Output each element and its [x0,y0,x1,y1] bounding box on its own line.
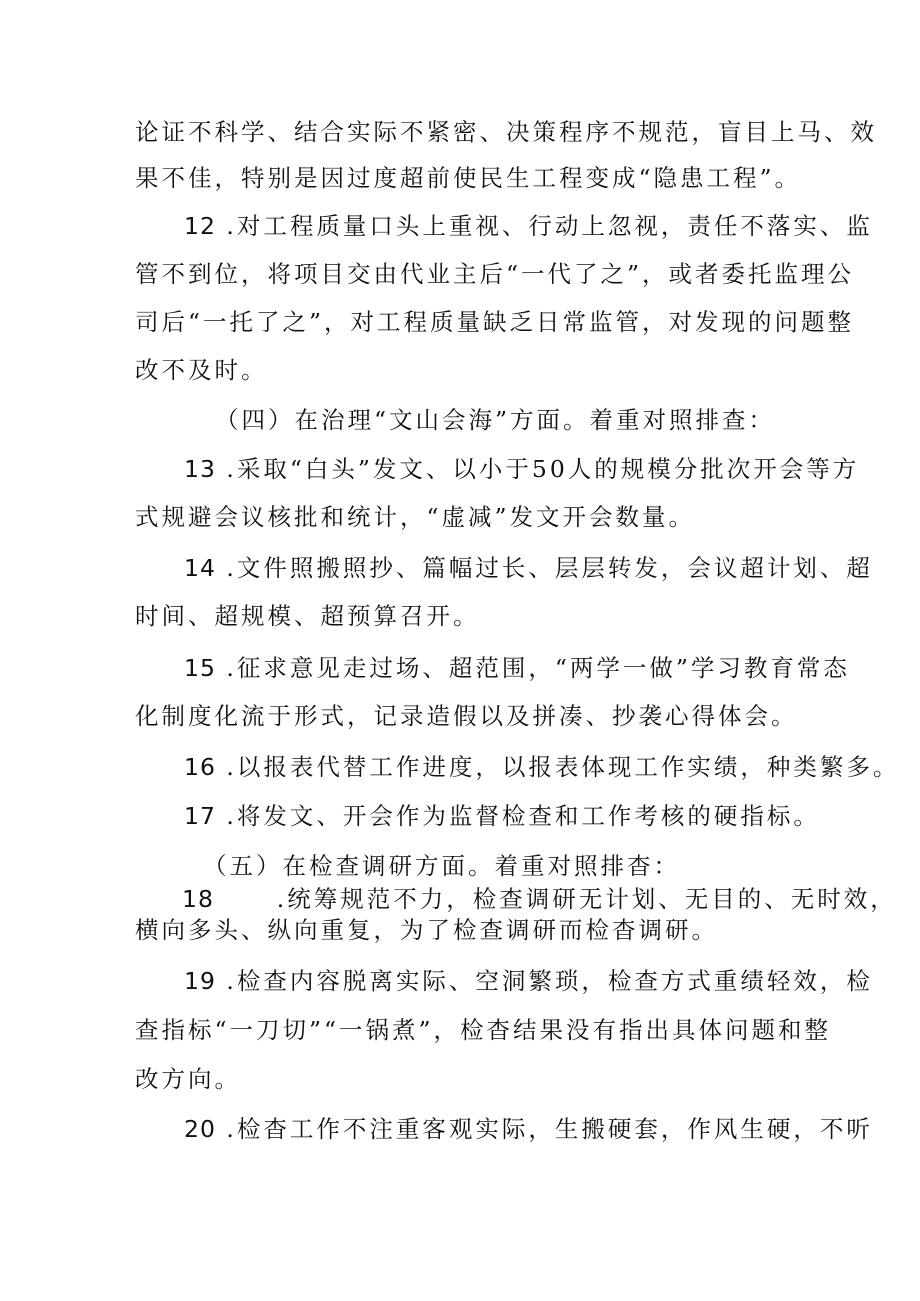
text-line: 果不佳，特别是因过度超前使民生工程变成“隐患工程”。 [135,164,802,192]
list-item-12: 12 .对工程质量口头上重视、行动上忽视，责任不落实、监 [184,212,873,240]
list-item-14: 14 .文件照搬照抄、篇幅过长、层层转发，会议超计划、超 [184,554,873,582]
text-line: 查指标“一刀切”“一锅煮”，检杳结果没有指出具体问题和整 [135,1016,832,1044]
text-line: 化制度化流于形式，记录造假以及拼凑、抄袭心得体会。 [135,702,798,730]
text-line: 改方向。 [135,1065,241,1093]
text-line: 横向多头、纵向重复，为了检查调研而检杳调研。 [135,916,718,944]
text-line: 式规避会议核批和统计，“虚减”发文开会数量。 [135,503,696,531]
list-item-20: 20 .检杳工作不注重客观实际，生搬硬套，作风生硬，不听 [184,1115,873,1143]
list-item-15: 15 .征求意见走过场、超范围，“两学一做”学习教育常态 [184,654,850,682]
text-line: 时间、超规模、超预算召开。 [135,602,480,630]
text-line: 改不及时。 [135,356,268,384]
text-line: 管不到位，将项目交由代业主后“一代了之”，或者委托监理公 [135,260,855,288]
list-item-19: 19 .检查内容脱离实际、空洞繁琐，检查方式重绩轻效，检 [184,967,873,995]
section-heading-5: （五）在检查调研方面。着重对照排杳： [203,852,680,880]
list-item-16: 16 .以报表代替工作进度，以报表体现工作实绩，种类繁多。 [184,753,900,781]
text-line: 司后“一托了之”，对工程质量缺乏日常监管，对发现的问题整 [135,308,855,336]
list-item-18: 18 .统筹规范不力，检查调研无计划、无目的、无时效， [182,885,897,913]
list-item-17: 17 .将发文、开会作为监督检查和工作考核的硬指标。 [184,802,820,830]
list-item-13: 13 .采取“白头”发文、以小于50人的规模分批次开会等方 [184,455,860,483]
section-heading-4: （四）在治理“文山会海”方面。着重对照排查： [215,406,776,434]
text-line: 论证不科学、结合实际不紧密、决策程序不规范，盲目上马、效 [135,118,877,146]
